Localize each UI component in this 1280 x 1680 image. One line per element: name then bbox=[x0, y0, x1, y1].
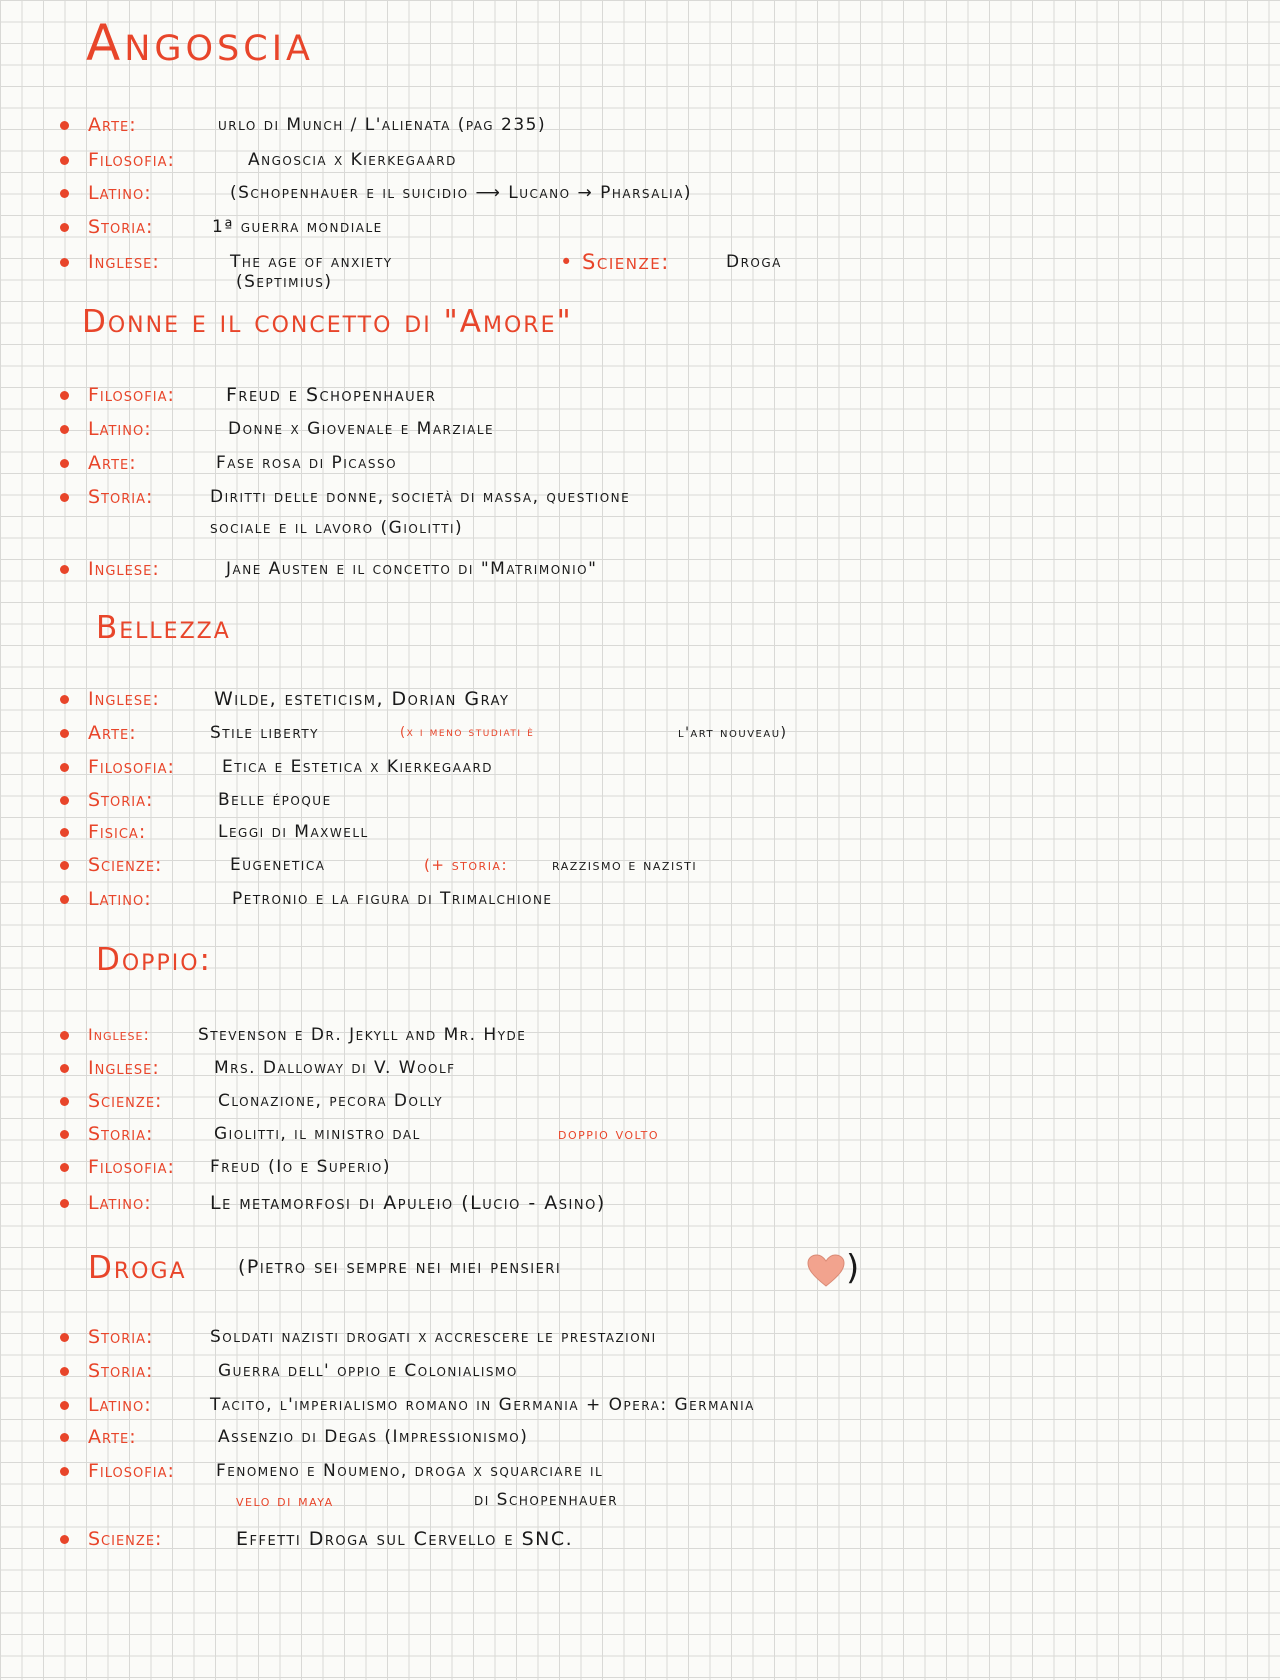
section-title-droga: Droga bbox=[88, 1250, 187, 1286]
bullet-icon bbox=[60, 1467, 69, 1476]
item-content: urlo di Munch / L'alienata (pag 235) bbox=[218, 115, 547, 135]
item-content: Donne x Giovenale e Marziale bbox=[228, 419, 495, 439]
bullet-icon bbox=[60, 189, 69, 198]
title-note: (Pietro sei sempre nei miei pensieri bbox=[238, 1256, 562, 1278]
subject-label: Inglese: bbox=[88, 1025, 150, 1044]
item-content: (Schopenhauer e il suicidio ⟶ Lucano → Pharsalia) bbox=[230, 183, 693, 203]
subject-label: Filosofia: bbox=[88, 384, 175, 406]
section-title-donne: Donne e il concetto di "Amore" bbox=[82, 304, 573, 340]
item-content: Tacito, l'imperialismo romano in Germania + Opera: Germania bbox=[210, 1395, 755, 1415]
item-content: The age of anxiety bbox=[230, 252, 393, 272]
bullet-icon bbox=[60, 425, 69, 434]
item-content: Stevenson e Dr. Jekyll and Mr. Hyde bbox=[198, 1025, 527, 1045]
subject-label: Storia: bbox=[88, 789, 154, 811]
subject-label: Filosofia: bbox=[88, 149, 175, 171]
bullet-icon bbox=[60, 1031, 69, 1040]
bullet-icon bbox=[60, 258, 69, 267]
item-content: Fenomeno e Noumeno, droga x squarciare il bbox=[216, 1461, 604, 1481]
item-content: Assenzio di Degas (Impressionismo) bbox=[218, 1427, 529, 1447]
item-content: Clonazione, pecora Dolly bbox=[218, 1091, 444, 1111]
item-content-after: razzismo e nazisti bbox=[552, 856, 698, 874]
subject-label: Storia: bbox=[88, 1123, 154, 1145]
bullet-icon bbox=[60, 1333, 69, 1342]
title-note-close: ) bbox=[846, 1248, 860, 1288]
bullet-icon bbox=[60, 1535, 69, 1544]
subject-label: Scienze: bbox=[88, 1528, 163, 1550]
subject-label: Scienze: bbox=[88, 1090, 163, 1112]
subject-label: Latino: bbox=[88, 888, 152, 910]
bullet-icon bbox=[60, 1064, 69, 1073]
section-title-bellezza: Bellezza bbox=[96, 610, 231, 646]
bullet-icon bbox=[60, 121, 69, 130]
item-content: Jane Austen e il concetto di "Matrimonio" bbox=[226, 559, 598, 579]
subject-label: Filosofia: bbox=[88, 1156, 175, 1178]
subject-label: Arte: bbox=[88, 722, 137, 744]
bullet-icon bbox=[60, 1130, 69, 1139]
item-content: Soldati nazisti drogati x accrescere le prestazioni bbox=[210, 1327, 657, 1347]
item-content: Leggi di Maxwell bbox=[218, 822, 369, 842]
bullet-icon bbox=[60, 763, 69, 772]
item-content: Petronio e la figura di Trimalchione bbox=[232, 889, 553, 909]
subject-label: Latino: bbox=[88, 182, 152, 204]
subject-label: Inglese: bbox=[88, 251, 160, 273]
bullet-icon bbox=[60, 861, 69, 870]
heart-icon bbox=[806, 1253, 846, 1289]
item-content: Giolitti, il ministro dal bbox=[214, 1124, 421, 1144]
item-content: Eugenetica bbox=[230, 855, 326, 875]
item-content: Wilde, esteticism, Dorian Gray bbox=[214, 688, 510, 710]
item-content: Freud (Io e Superio) bbox=[210, 1157, 391, 1177]
bullet-icon bbox=[60, 1367, 69, 1376]
subject-label: Arte: bbox=[88, 1426, 137, 1448]
bullet-icon bbox=[60, 1401, 69, 1410]
extra-content: Droga bbox=[726, 252, 782, 272]
subject-label: Storia: bbox=[88, 216, 154, 238]
bullet-icon bbox=[60, 895, 69, 904]
subject-label: Storia: bbox=[88, 1326, 154, 1348]
item-content: Belle époque bbox=[218, 790, 332, 810]
subject-label: Inglese: bbox=[88, 1057, 160, 1079]
bullet-icon bbox=[60, 223, 69, 232]
item-content: Angoscia x Kierkegaard bbox=[248, 150, 457, 170]
bullet-icon bbox=[60, 493, 69, 502]
subject-label: Inglese: bbox=[88, 558, 160, 580]
subject-label: Storia: bbox=[88, 486, 154, 508]
subject-label: Filosofia: bbox=[88, 756, 175, 778]
item-content: Guerra dell' oppio e Colonialismo bbox=[218, 1361, 518, 1381]
red-note: doppio volto bbox=[558, 1125, 660, 1143]
bullet-icon bbox=[60, 796, 69, 805]
item-content: Stile liberty bbox=[210, 723, 319, 743]
bullet-icon bbox=[60, 459, 69, 468]
subject-label: Latino: bbox=[88, 1394, 152, 1416]
red-note: (+ storia: bbox=[424, 856, 509, 874]
extra-subject-label: • Scienze: bbox=[560, 250, 670, 274]
item-continuation: di Schopenhauer bbox=[474, 1490, 619, 1510]
subject-label: Storia: bbox=[88, 1360, 154, 1382]
subject-label: Fisica: bbox=[88, 821, 147, 843]
item-content: Fase rosa di Picasso bbox=[216, 453, 398, 473]
subject-label: Latino: bbox=[88, 418, 152, 440]
item-content: 1ª guerra mondiale bbox=[212, 217, 383, 237]
subject-label: Filosofia: bbox=[88, 1460, 175, 1482]
section-title-doppio: Doppio: bbox=[96, 942, 212, 978]
item-note: (Septimius) bbox=[236, 272, 333, 292]
item-content: Etica e Estetica x Kierkegaard bbox=[222, 757, 494, 777]
bullet-icon bbox=[60, 1199, 69, 1208]
red-note: (x i meno studiati è bbox=[400, 725, 535, 740]
subject-label: Scienze: bbox=[88, 854, 163, 876]
item-continuation: sociale e il lavoro (Giolitti) bbox=[210, 518, 464, 538]
bullet-icon bbox=[60, 695, 69, 704]
subject-label: Inglese: bbox=[88, 688, 160, 710]
subject-label: Arte: bbox=[88, 114, 137, 136]
bullet-icon bbox=[60, 1433, 69, 1442]
bullet-icon bbox=[60, 156, 69, 165]
section-title-angoscia: Angoscia bbox=[86, 14, 314, 72]
item-content: Diritti delle donne, società di massa, questione bbox=[210, 487, 631, 507]
bullet-icon bbox=[60, 391, 69, 400]
bullet-icon bbox=[60, 565, 69, 574]
bullet-icon bbox=[60, 729, 69, 738]
subject-label: Arte: bbox=[88, 452, 137, 474]
subject-label: Latino: bbox=[88, 1192, 152, 1214]
red-note: velo di maya bbox=[236, 1492, 334, 1510]
item-content: Effetti Droga sul Cervello e SNC. bbox=[236, 1528, 574, 1550]
item-content-after: l'art nouveau) bbox=[678, 725, 788, 741]
bullet-icon bbox=[60, 1163, 69, 1172]
item-content: Le metamorfosi di Apuleio (Lucio - Asino) bbox=[210, 1192, 606, 1214]
item-content: Mrs. Dalloway di V. Woolf bbox=[214, 1058, 456, 1078]
bullet-icon bbox=[60, 1097, 69, 1106]
item-content: Freud e Schopenhauer bbox=[226, 384, 437, 406]
bullet-icon bbox=[60, 828, 69, 837]
